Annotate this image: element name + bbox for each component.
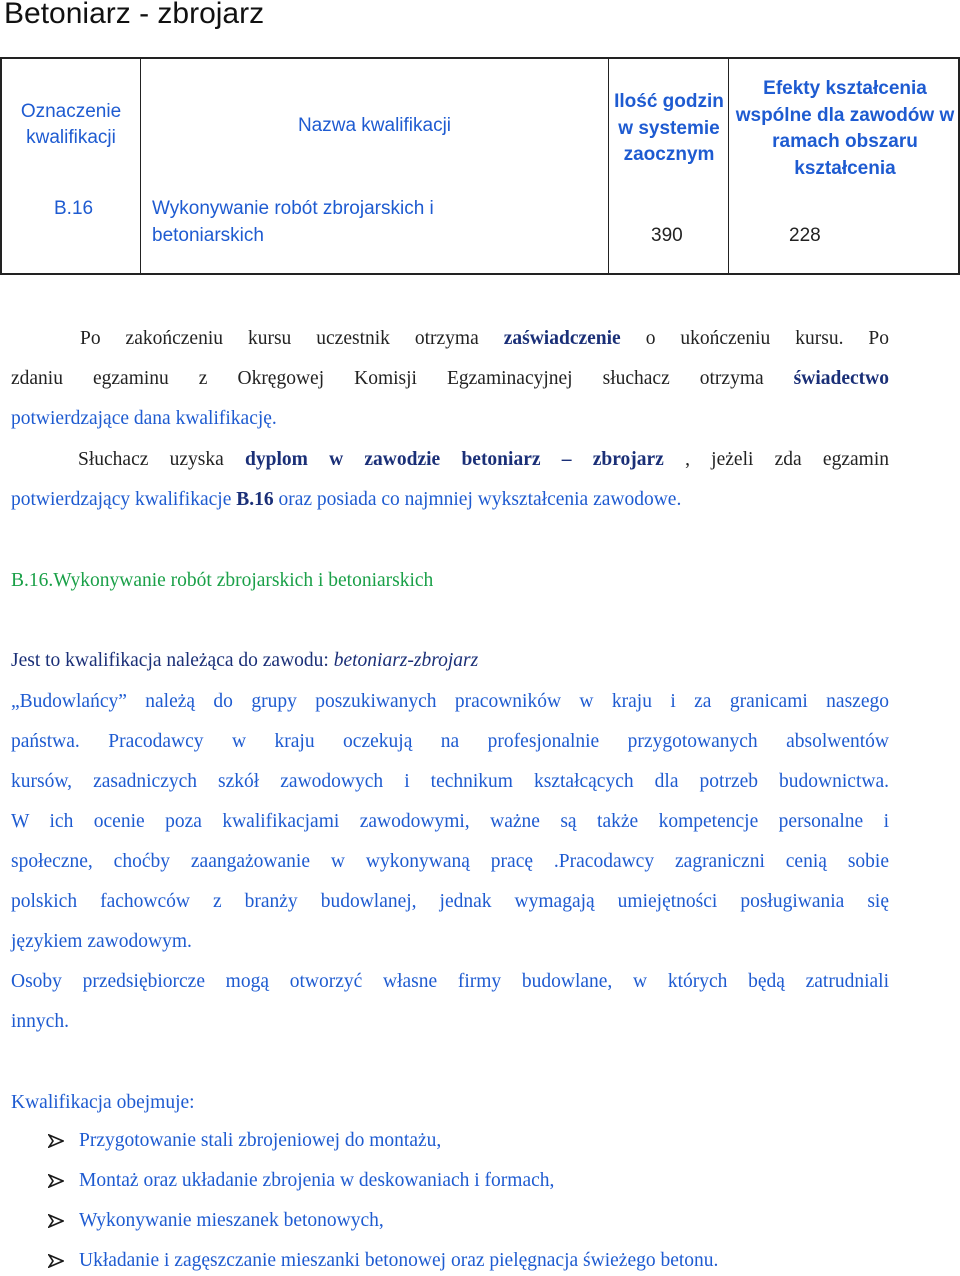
body-line: językiem zawodowym. bbox=[11, 931, 192, 952]
row-name-line1: Wykonywanie robót zbrojarskich i bbox=[152, 198, 434, 219]
row-code: B.16 bbox=[54, 198, 94, 219]
section-heading: B.16.Wykonywanie robót zbrojarskich i betoniarskich bbox=[11, 570, 434, 591]
arrowhead-bullet-icon bbox=[48, 1254, 64, 1268]
arrowhead-bullet-icon bbox=[48, 1174, 64, 1188]
intro-line-3: potwierdzające dana kwalifikację. bbox=[11, 408, 277, 429]
intro-text: , jeżeli zda egzamin bbox=[685, 449, 889, 470]
list-item-text: Montaż oraz układanie zbrojenia w deskowaniach i formach, bbox=[79, 1170, 555, 1191]
intro-text: oraz posiada co najmniej wykształcenia zawodowe. bbox=[278, 489, 682, 510]
header-effects: Efekty kształcenia wspólne dla zawodów w ramach obszaru kształcenia bbox=[735, 78, 955, 179]
body-line: Osoby przedsiębiorcze mogą otworzyć własne firmy budowlane, w których będą zatrudniali bbox=[11, 971, 889, 992]
header-hours: Ilość godzin w systemie zaocznym bbox=[614, 91, 724, 166]
row-name-line2: betoniarskich bbox=[152, 225, 264, 246]
arrowhead-bullet-icon bbox=[48, 1214, 64, 1228]
arrowhead-bullet-icon bbox=[48, 1134, 64, 1148]
intro-text: potwierdzający kwalifikacje bbox=[11, 489, 232, 510]
table-divider bbox=[140, 59, 141, 273]
list-item-text: Wykonywanie mieszanek betonowych, bbox=[79, 1210, 384, 1231]
page-title: Betoniarz - zbrojarz bbox=[4, 0, 265, 30]
intro-line-2 bbox=[11, 366, 889, 392]
row-hours: 390 bbox=[651, 225, 683, 246]
intro-text: o ukończeniu kursu. Po bbox=[645, 328, 890, 349]
certificate-term: zaświadczenie bbox=[503, 328, 621, 349]
body-line: państwa. Pracodawcy w kraju oczekują na profesjonalnie przygotowanych absolwentów bbox=[11, 731, 889, 752]
intro-text: zdaniu egzaminu z Okręgowej Komisji Egzaminacyjnej słuchacz otrzyma bbox=[11, 368, 764, 389]
header-code: Oznaczenie kwalifikacji bbox=[20, 100, 122, 148]
header-name: Nazwa kwalifikacji bbox=[297, 114, 452, 136]
intro-text: Słuchacz uzyska bbox=[78, 449, 224, 470]
diploma-term: dyplom w zawodzie betoniarz – zbrojarz bbox=[245, 449, 664, 470]
profession-line bbox=[11, 648, 889, 674]
table-divider bbox=[728, 59, 729, 273]
body-line: innych. bbox=[11, 1011, 69, 1032]
profession-label: Jest to kwalifikacja należąca do zawodu: bbox=[11, 650, 329, 671]
qualification-table bbox=[0, 57, 960, 275]
intro-text: Po zakończeniu kursu uczestnik otrzyma bbox=[80, 328, 479, 349]
list-item-text: Układanie i zagęszczanie mieszanki betonowej oraz pielęgnacja świeżego betonu. bbox=[79, 1250, 719, 1271]
body-line: W ich ocenie poza kwalifikacjami zawodowymi, ważne są także kompetencje personalne i bbox=[11, 811, 889, 832]
scope-heading: Kwalifikacja obejmuje: bbox=[11, 1092, 195, 1113]
body-line: „Budowlańcy” należą do grupy poszukiwanych pracowników w kraju i za granicami naszego bbox=[11, 691, 889, 712]
profession-value: betoniarz-zbrojarz bbox=[333, 650, 479, 671]
body-line: polskich fachowców z branży budowlanej, jednak wymagają umiejętności posługiwania się bbox=[11, 891, 889, 912]
body-line: społeczne, choćby zaangażowanie w wykonywaną pracę .Pracodawcy zagraniczni cenią sobie bbox=[11, 851, 889, 872]
table-divider bbox=[608, 59, 609, 273]
qualification-code: B.16 bbox=[236, 489, 274, 510]
intro-line-4 bbox=[78, 447, 889, 473]
list-item-text: Przygotowanie stali zbrojeniowej do montażu, bbox=[79, 1130, 442, 1151]
intro-line-1 bbox=[80, 326, 889, 352]
body-line: kursów, zasadniczych szkół zawodowych i technikum kształcących dla potrzeb budownictwa. bbox=[11, 771, 889, 792]
row-effects: 228 bbox=[789, 225, 821, 246]
intro-line-5 bbox=[11, 487, 889, 513]
diploma-term: świadectwo bbox=[793, 368, 889, 389]
